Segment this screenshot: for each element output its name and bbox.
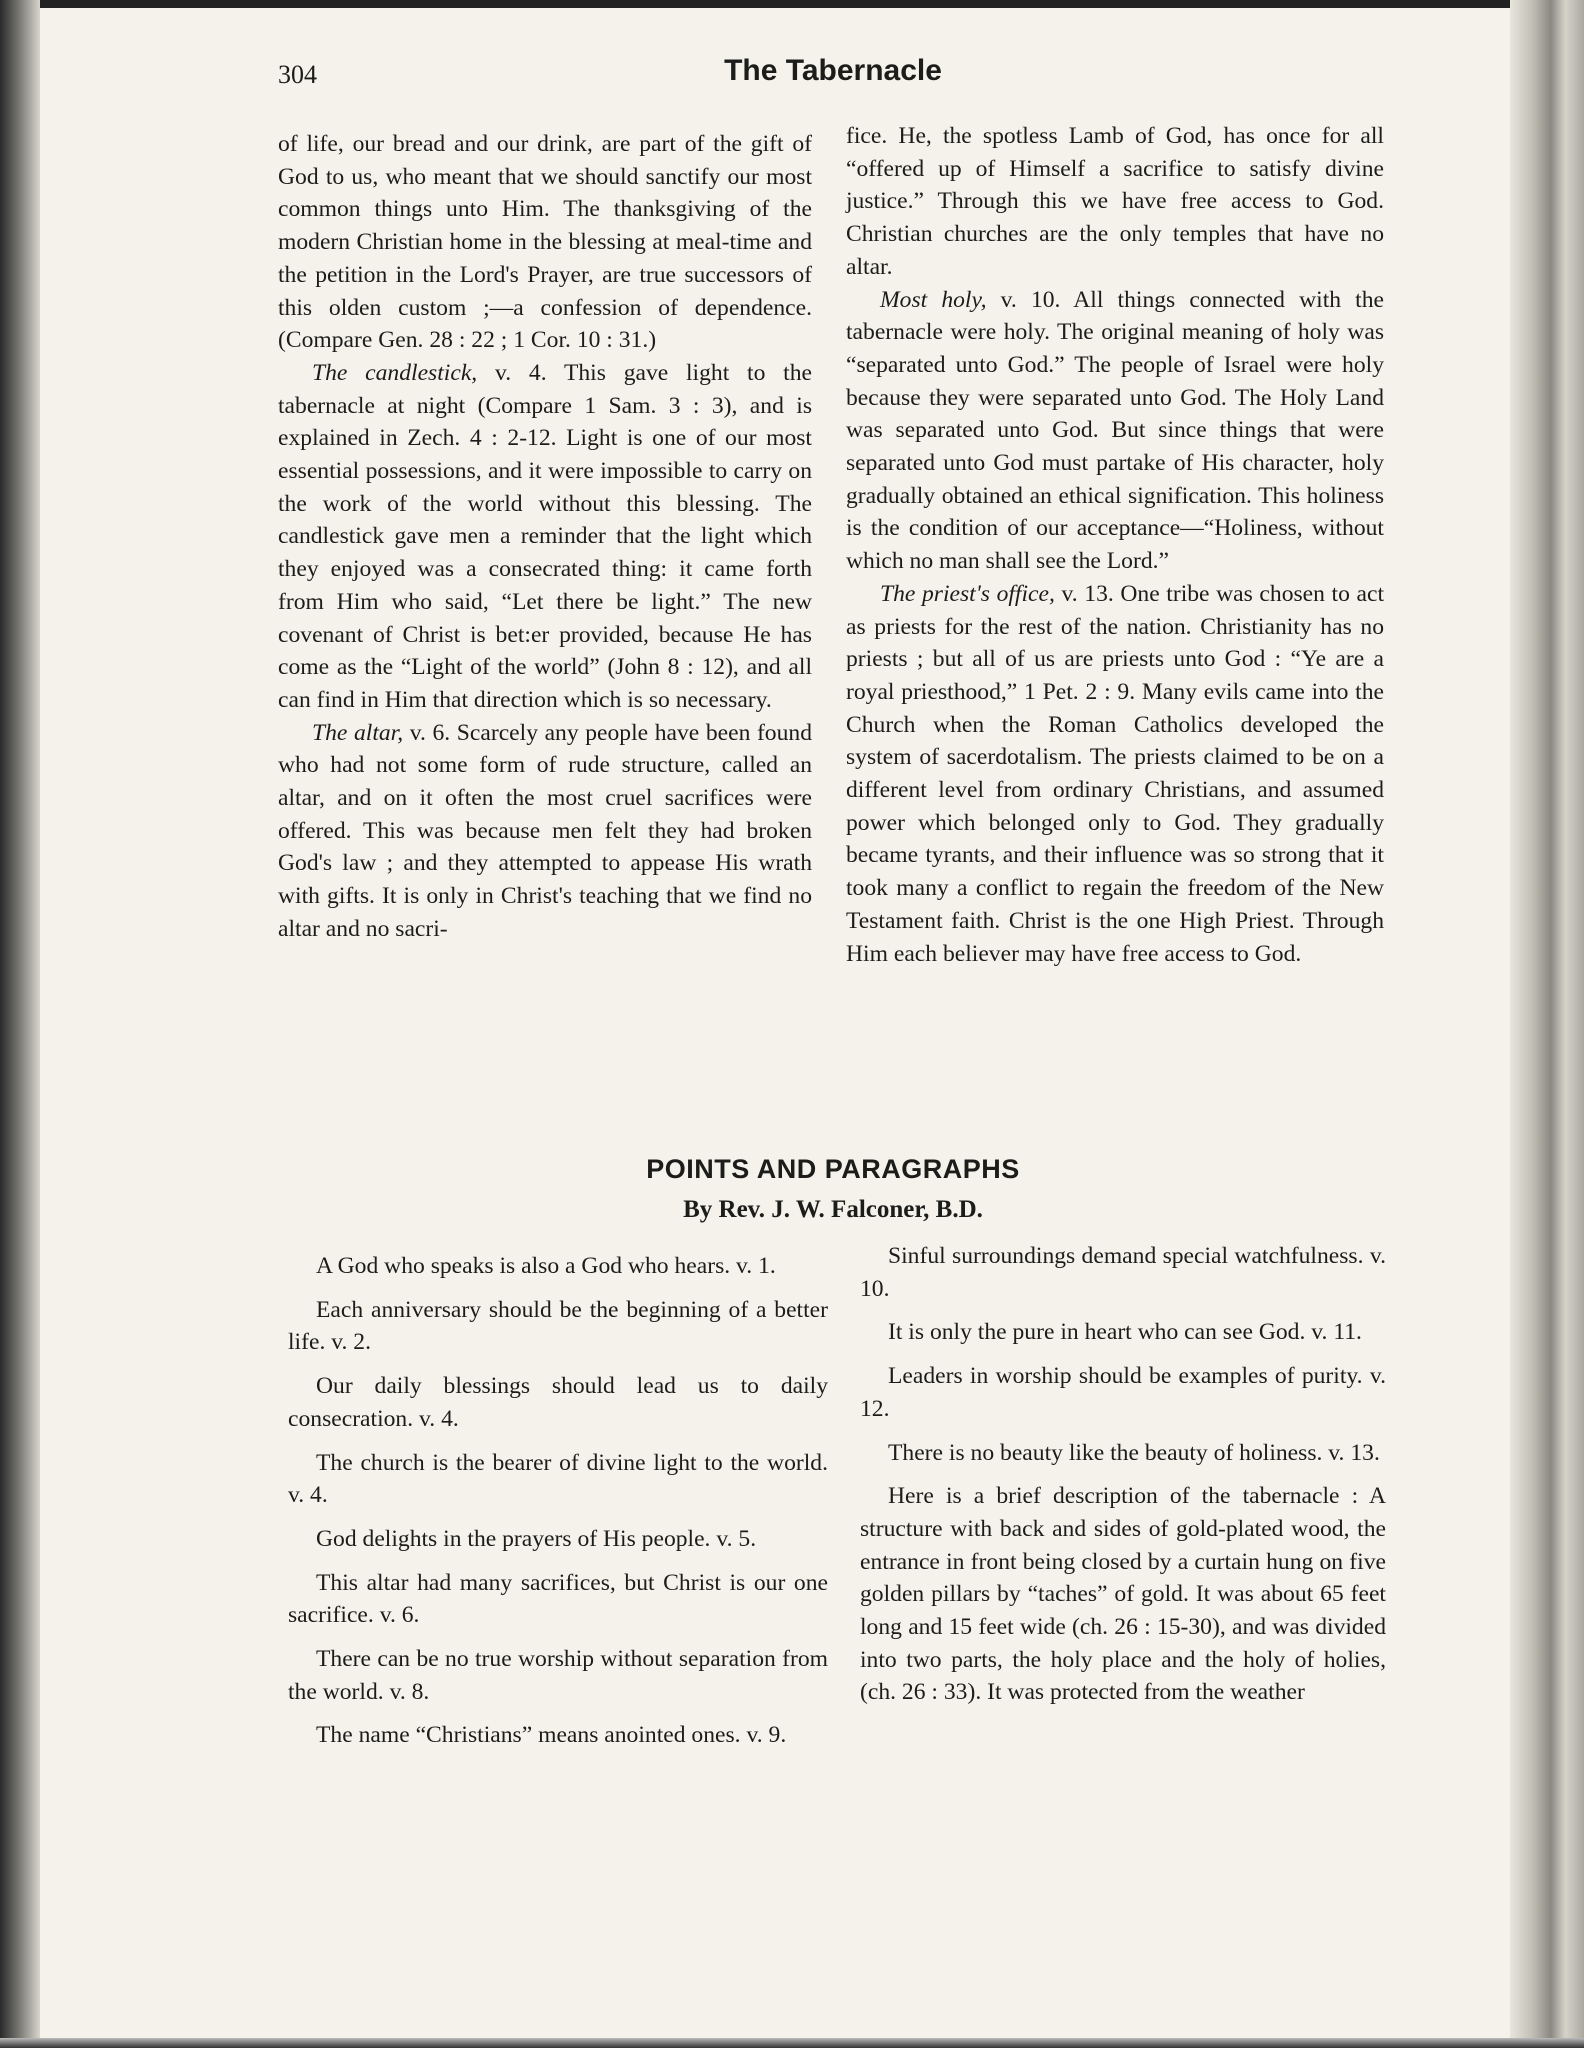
point-item: God delights in the prayers of His people. v. 5.: [316, 1525, 757, 1552]
point-item: Leaders in worship should be examples of purity. v. 12.: [860, 1363, 1386, 1422]
paragraph-priests-office: [846, 578, 1384, 970]
section-author: By Rev. J. W. Falconer, B.D.: [683, 1196, 983, 1223]
paragraph-continuation: fice. He, the spotless Lamb of God, has once for all “offered up of Himself a sacrifice to satisfy divine justice.” Through this we have free access to God. Christian churches are the only temples that have no altar.: [846, 123, 1384, 280]
page-number: 304: [278, 60, 317, 89]
point-item: A God who speaks is also a God who hears. v. 1.: [316, 1253, 776, 1279]
paragraph-body: v. 6. Scarcely any people have been found who had not some form of rude structure, called an altar, and on it often the most cruel sacrifices were offered. This was because men felt they had broken God's law ; and they attempted to appease His wrath with gifts. It is only in Christ's teaching that we find no altar and no sacri-: [278, 719, 812, 942]
paragraph-body: v. 4. This gave light to the tabernacle at night (Compare 1 Sam. 3 : 3), and is explained in Zech. 4 : 2-12. Light is one of our most essential possessions, and it were impossible to carry on the work of the world without this blessing. The candlestick gave men a reminder that the light which they enjoyed was a consecrated thing: it came forth from Him who said, “Let there be light.” The new covenant of Christ is bet:er provided, because He has come as the “Light of the world” (John 8 : 12), and all can find in Him that direction which is so necessary.: [278, 359, 812, 713]
point-item: It is only the pure in heart who can see God. v. 11.: [888, 1319, 1362, 1346]
page-stack-edge: [1510, 0, 1584, 2048]
point-item: Each anniversary should be the beginning of a better life. v. 2.: [288, 1296, 828, 1356]
column-top-right: [846, 120, 1384, 970]
column-top-left: [278, 128, 812, 946]
scan-bottom-edge: [0, 2038, 1584, 2048]
points-column-left: [288, 1250, 828, 1763]
point-item: Sinful surroundings demand special watchfulness. v. 10.: [860, 1243, 1386, 1302]
section-title: POINTS AND PARAGRAPHS: [646, 1154, 1020, 1184]
paragraph-lead: The candlestick,: [312, 359, 478, 386]
point-item: The name “Christians” means anointed ones. v. 9.: [316, 1722, 787, 1749]
page-header: [278, 54, 1388, 98]
point-item: Our daily blessings should lead us to daily consecration. v. 4.: [288, 1373, 828, 1432]
paragraph-candlestick: [278, 357, 812, 717]
tabernacle-description: Here is a brief description of the tabernacle : A structure with back and sides of gold-plated wood, the entrance in front being closed by a curtain hung on five golden pillars by “taches” of gold. It was about 65 feet long and 15 feet wide (ch. 26 : 15-30), and was divided into two parts, the holy place and the holy of holies, (ch. 26 : 33). It was protected from the weather: [860, 1483, 1386, 1706]
paragraph-continuation: of life, our bread and our drink, are part of the gift of God to us, who meant that we should sanctify our most common things unto Him. The thanksgiving of the modern Christian home in the blessing at meal-time and the petition in the Lord's Prayer, are true successors of this olden custom ;—a confession of dependence. (Compare Gen. 28 : 22 ; 1 Cor. 10 : 31.): [278, 131, 812, 354]
points-column-right: [860, 1240, 1386, 1720]
paragraph-body: v. 13. One tribe was chosen to act as priests for the rest of the nation. Christianity has no priests ; but all of us are priests unto God : “Ye are a royal priesthood,” 1 Pet. 2 : 9. Many evils came into the Church when the Roman Catholics developed the system of sacerdotalism. The priests claimed to be on a different level from ordinary Christians, and assumed power which belonged only to God. They gradually became tyrants, and their influence was so strong that it took many a conflict to regain the freedom of the New Testament faith. Christ is the one High Priest. Through Him each believer may have free access to God.: [846, 580, 1384, 967]
point-item: There is no beauty like the beauty of holiness. v. 13.: [888, 1439, 1380, 1466]
paragraph-lead: The priest's office,: [880, 580, 1055, 607]
paragraph-most-holy: [846, 284, 1384, 578]
point-item: This altar had many sacrifices, but Christ is our one sacrifice. v. 6.: [288, 1569, 828, 1629]
paragraph-lead: The altar,: [312, 719, 404, 746]
scan-top-edge: [0, 0, 1584, 8]
running-title: The Tabernacle: [724, 54, 942, 87]
paragraph-lead: Most holy,: [880, 286, 987, 313]
point-item: The church is the bearer of divine light to the world. v. 4.: [288, 1449, 828, 1509]
paragraph-altar: [278, 717, 812, 946]
paragraph-body: v. 10. All things connected with the tabernacle were holy. The original meaning of holy was “separated unto God.” The people of Israel were holy because they were separated unto God. The Holy Land was separated unto God. But since things that were separated unto God must partake of His character, holy gradually obtained an ethical signification. This holiness is the condition of our acceptance—“Holiness, without which no man shall see the Lord.”: [846, 286, 1384, 575]
book-spine-shadow: [0, 0, 40, 2048]
point-item: There can be no true worship without separation from the world. v. 8.: [288, 1646, 828, 1705]
